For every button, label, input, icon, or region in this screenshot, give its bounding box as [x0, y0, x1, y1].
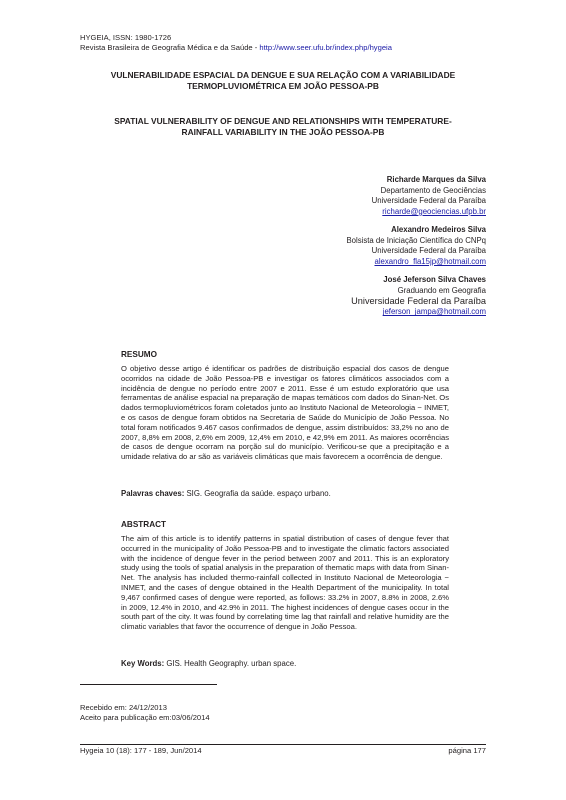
journal-header — [80, 33, 392, 52]
footnote-rule — [80, 684, 217, 685]
title-pt-line2: TERMOPLUVIOMÉTRICA EM JOÃO PESSOA-PB — [187, 81, 379, 91]
title-en-line1: SPATIAL VULNERABILITY OF DENGUE AND RELATIONSHIPS WITH TEMPERATURE- — [114, 116, 452, 126]
author-name: José Jeferson Silva Chaves — [383, 275, 486, 284]
author-institution: Universidade Federal da Paraíba — [351, 296, 486, 307]
author-email-link[interactable]: jeferson_jampa@hotmail.com — [382, 307, 486, 317]
journal-name: Revista Brasileira de Geografia Médica e da Saúde - — [80, 42, 260, 52]
author-email-link[interactable]: alexandro_fla15jp@hotmail.com — [374, 256, 486, 266]
author-name: Richarde Marques da Silva — [386, 175, 486, 184]
abstract-keywords — [121, 659, 449, 669]
resumo-keywords — [121, 489, 449, 499]
journal-url-link[interactable]: http://www.seer.ufu.br/index.php/hygeia — [259, 42, 392, 52]
author-affiliation: Departamento de Geociências — [380, 185, 486, 195]
abstract-heading: ABSTRACT — [121, 520, 167, 529]
resumo-heading: RESUMO — [121, 350, 157, 359]
author-affiliation: Bolsista de Iniciação Científica do CNPq — [346, 235, 486, 245]
author-name: Alexandro Medeiros Silva — [391, 225, 486, 234]
author-institution: Universidade Federal da Paraíba — [371, 196, 486, 206]
footer-citation: Hygeia 10 (18): 177 - 189, Jun/2014 — [80, 746, 202, 755]
journal-subtitle — [80, 43, 392, 53]
resumo-body: O objetivo desse artigo é identificar os padrões de distribuição espacial dos casos de dengue ocorridos na cidade de João Pessoa-PB e investigar os fatores climáticos associados com a incidência de dengue no período entre 2007 e 2011. Esse é um estudo exploratório que usa ferramentas de análise espacial na preparação de mapas temáticos com dados do Sinan-Net. Os dados termopluviométricos foram coletados junto ao Instituto Nacional de Meteorologia − INMET, e os casos de dengue foram obtidos na Secretaria de Saúde do Município de João Pessoa. No total foram notificados 9.467 casos confirmados de dengue, assim distribuídos: 33,2% no ano de 2007, 8,8% em 2008, 2,6% em 2009, 12,4% em 2010, e 42,9% em 2011. As maiores ocorrências de casos de dengue ocorram na porção sul do município. Verificou-se que a precipitação e a umidade relativa do ar são as variáveis climáticas que mais favorecem a ocorrência de dengue. — [121, 364, 449, 462]
author-block-3 — [351, 275, 486, 318]
keywords-value: SIG. Geografia da saúde. espaço urbano. — [184, 489, 331, 498]
received-date: Recebido em: 24/12/2013 — [80, 703, 167, 712]
author-affiliation: Graduando em Geografia — [397, 285, 486, 295]
author-institution: Universidade Federal da Paraíba — [371, 246, 486, 256]
keywords-label: Key Words: — [121, 659, 165, 668]
received-dates — [80, 703, 210, 722]
keywords-value: GIS. Health Geography. urban space. — [164, 659, 297, 668]
journal-issn: HYGEIA, ISSN: 1980-1726 — [80, 33, 172, 42]
author-email-link[interactable]: richarde@geociencias.ufpb.br — [382, 206, 486, 216]
title-pt-line1: VULNERABILIDADE ESPACIAL DA DENGUE E SUA RELAÇÃO COM A VARIABILIDADE — [110, 70, 456, 80]
abstract-body: The aim of this article is to identify patterns in spatial distribution of cases of dengue fever that occurred in the municipality of João Pessoa-PB and to investigate the climatic factors associated with the incidence of dengue fever in the period between 2007 and 2011. This is an exploratory study using the tools of spatial analysis in the preparation of thematic maps with data from Sinan-Net. The analysis has included thermo-rainfall collected in Instituto Nacional de Meteorologia − INMET, and the cases of dengue obtained in the Health Department of the municipality. In total 9,467 confirmed cases of dengue were reported, as follows: 33.2% in 2007, 8.8% in 2008, 2.6% in 2009, 12.4% in 2010, and 42.9% in 2011. The highest incidences of dengue cases occur in the south part of the city. It was found by correlating time lag that rainfall and relative humidity are the climatic variables that favor the occurrence of dengue in João Pessoa. — [121, 534, 449, 632]
author-block-1 — [372, 175, 486, 217]
title-portuguese — [72, 70, 494, 92]
title-en-line2: RAINFALL VARIABILITY IN THE JOÃO PESSOA-PB — [181, 127, 385, 137]
keywords-label: Palavras chaves: — [121, 489, 185, 498]
footer-rule — [80, 744, 486, 745]
title-english — [72, 116, 494, 138]
accepted-date: Aceito para publicação em:03/06/2014 — [80, 712, 210, 722]
footer-page-number: página 177 — [448, 746, 486, 755]
author-block-2 — [346, 225, 486, 267]
